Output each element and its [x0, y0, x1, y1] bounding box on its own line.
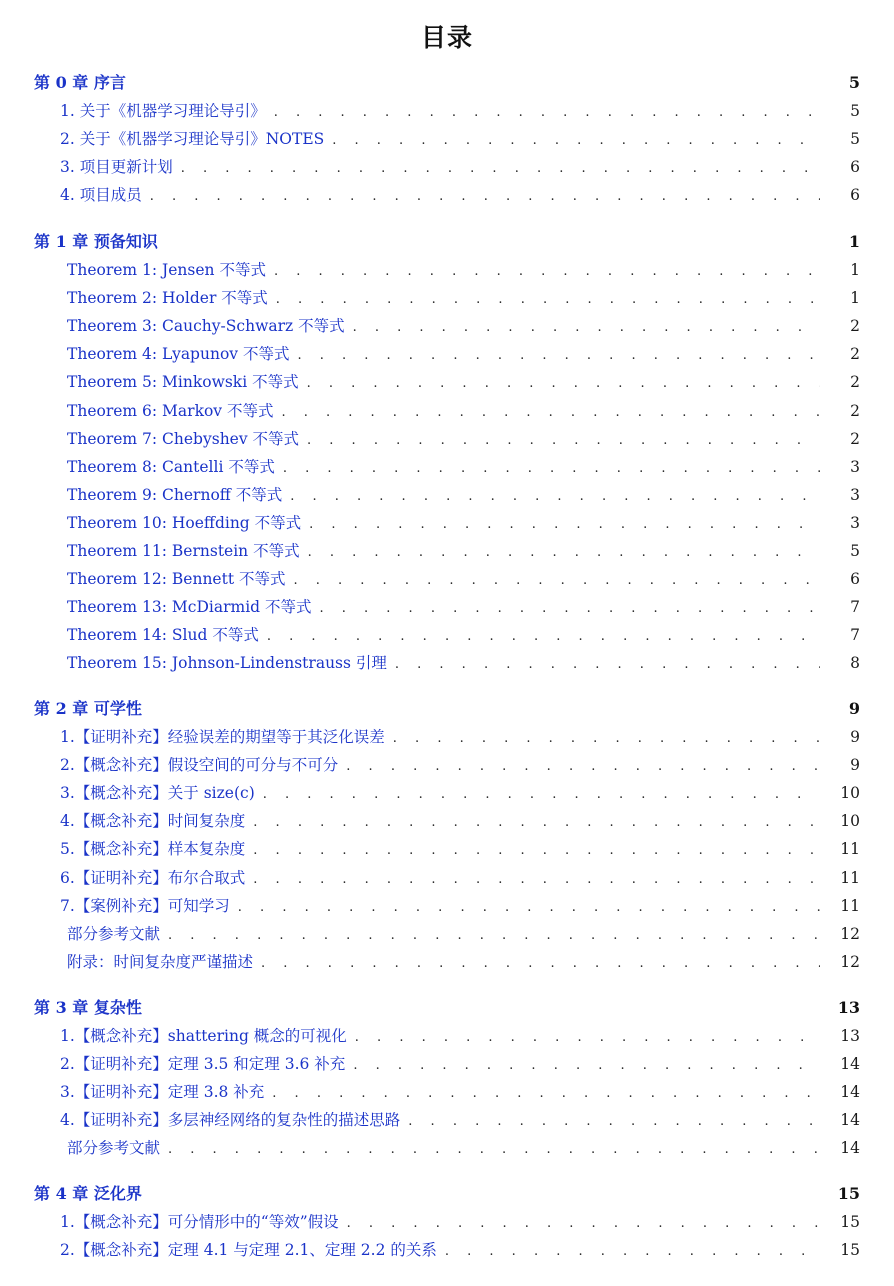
- entry-title: 3. 项目更新计划: [60, 158, 173, 177]
- toc-chapter[interactable]: [34, 1181, 860, 1207]
- entry-page-number: 15: [840, 1241, 860, 1260]
- entry-page-number: 11: [840, 896, 860, 915]
- toc-entry[interactable]: [67, 566, 860, 592]
- dot-leader: [332, 128, 820, 154]
- entry-title: 4.【概念补充】时间复杂度: [60, 812, 246, 831]
- entry-page-number: 11: [840, 868, 860, 887]
- entry-title: Theorem 1: Jensen 不等式: [67, 261, 266, 279]
- entry-page-number: 5: [850, 130, 860, 149]
- entry-page-number: 14: [840, 1139, 860, 1158]
- toc-entry[interactable]: [67, 650, 860, 676]
- chapter-page-number: 1: [848, 232, 860, 251]
- entry-title: 5.【概念补充】样本复杂度: [60, 840, 246, 859]
- toc-entry[interactable]: [60, 724, 860, 750]
- entry-page-number: 9: [850, 756, 860, 775]
- toc-chapter[interactable]: [34, 229, 860, 255]
- dot-leader: [263, 782, 820, 808]
- chapter-page-number: 9: [848, 699, 860, 718]
- entry-page-number: 6: [850, 570, 860, 589]
- toc-entry[interactable]: [67, 622, 860, 648]
- toc-entry[interactable]: [60, 1051, 860, 1077]
- toc-entry[interactable]: [60, 98, 860, 124]
- chapter-title: 第 2 章 可学性: [34, 699, 142, 718]
- entry-page-number: 8: [850, 654, 860, 673]
- entry-title: 1.【概念补充】可分情形中的“等效”假设: [60, 1213, 339, 1231]
- entry-page-number: 1: [850, 289, 860, 308]
- toc-entry[interactable]: [60, 1023, 860, 1049]
- entry-page-number: 13: [840, 1027, 860, 1045]
- dot-leader: [309, 512, 820, 538]
- toc-entry[interactable]: [60, 126, 860, 152]
- dot-leader: [408, 1109, 820, 1135]
- toc-chapter[interactable]: [34, 70, 860, 96]
- dot-leader: [353, 315, 820, 341]
- toc-entry[interactable]: [60, 1237, 860, 1263]
- chapter-title: 第 3 章 复杂性: [34, 998, 142, 1017]
- entry-title: 4. 项目成员: [60, 186, 142, 205]
- toc-entry[interactable]: [67, 594, 860, 620]
- toc-entry[interactable]: [67, 313, 860, 339]
- entry-title: 2.【概念补充】定理 4.1 与定理 2.1、定理 2.2 的关系: [60, 1241, 437, 1260]
- entry-title: Theorem 11: Bernstein 不等式: [67, 542, 300, 560]
- toc-entry[interactable]: [60, 182, 860, 208]
- entry-title: Theorem 7: Chebyshev 不等式: [67, 429, 300, 448]
- toc-entry[interactable]: [60, 836, 860, 862]
- toc-entry[interactable]: [67, 341, 860, 367]
- toc-chapter[interactable]: [34, 696, 860, 722]
- entry-title: 2.【证明补充】定理 3.5 和定理 3.6 补充: [60, 1055, 346, 1074]
- chapter-title: 第 1 章 预备知识: [34, 232, 158, 251]
- chapter-title: 第 0 章 序言: [34, 73, 126, 92]
- dot-leader: [253, 838, 820, 864]
- dot-leader: [274, 259, 820, 285]
- toc-entry[interactable]: [67, 482, 860, 508]
- entry-page-number: 12: [840, 924, 860, 943]
- entry-page-number: 7: [850, 598, 860, 617]
- toc-entry[interactable]: [67, 257, 860, 283]
- dot-leader: [261, 951, 820, 977]
- dot-leader: [168, 1137, 820, 1163]
- dot-leader: [283, 456, 820, 482]
- entry-title: 3.【证明补充】定理 3.8 补充: [60, 1083, 265, 1102]
- dot-leader: [308, 540, 820, 566]
- toc-entry[interactable]: [67, 510, 860, 536]
- dot-leader: [307, 371, 820, 397]
- entry-title: 7.【案例补充】可知学习: [60, 896, 230, 915]
- dot-leader: [181, 156, 820, 182]
- entry-title: 1.【证明补充】经验误差的期望等于其泛化误差: [60, 728, 385, 746]
- toc-entry[interactable]: [60, 1107, 860, 1133]
- entry-page-number: 14: [840, 1083, 860, 1102]
- entry-title: Theorem 13: McDiarmid 不等式: [67, 598, 312, 617]
- entry-page-number: 5: [850, 102, 860, 120]
- entry-page-number: 9: [850, 728, 860, 746]
- dot-leader: [445, 1239, 820, 1265]
- entry-page-number: 10: [840, 812, 860, 831]
- dot-leader: [168, 923, 820, 949]
- dot-leader: [276, 287, 820, 313]
- toc-entry[interactable]: [67, 1135, 860, 1161]
- entry-title: 1. 关于《机器学习理论导引》: [60, 102, 266, 120]
- entry-title: 6.【证明补充】布尔合取式: [60, 868, 246, 887]
- entry-title: 附录：时间复杂度严谨描述: [67, 952, 254, 971]
- entry-page-number: 14: [840, 1055, 860, 1074]
- dot-leader: [395, 652, 820, 678]
- entry-page-number: 3: [850, 513, 860, 532]
- entry-title: Theorem 4: Lyapunov 不等式: [67, 345, 290, 364]
- toc-entry[interactable]: [60, 893, 860, 919]
- entry-page-number: 1: [850, 261, 860, 279]
- toc-entry[interactable]: [67, 426, 860, 452]
- dot-leader: [238, 895, 820, 921]
- toc-entry[interactable]: [60, 1079, 860, 1105]
- entry-page-number: 6: [850, 186, 860, 205]
- dot-leader: [272, 1081, 820, 1107]
- entry-title: Theorem 8: Cantelli 不等式: [67, 457, 275, 476]
- toc-entry[interactable]: [60, 752, 860, 778]
- dot-leader: [253, 810, 820, 836]
- entry-title: Theorem 14: Slud 不等式: [67, 626, 259, 645]
- entry-page-number: 3: [850, 485, 860, 504]
- toc-entry[interactable]: [67, 921, 860, 947]
- chapter-page-number: 15: [837, 1184, 860, 1203]
- entry-page-number: 2: [850, 373, 860, 392]
- toc-entry[interactable]: [60, 865, 860, 891]
- dot-leader: [347, 1211, 820, 1237]
- entry-title: 4.【证明补充】多层神经网络的复杂性的描述思路: [60, 1111, 401, 1130]
- toc-entry[interactable]: [60, 1209, 860, 1235]
- entry-page-number: 2: [850, 317, 860, 336]
- toc-entry[interactable]: [67, 454, 860, 480]
- entry-title: 2.【概念补充】假设空间的可分与不可分: [60, 756, 339, 775]
- entry-page-number: 14: [840, 1111, 860, 1130]
- entry-page-number: 5: [850, 542, 860, 560]
- entry-title: Theorem 15: Johnson-Lindenstrauss 引理: [67, 654, 387, 673]
- entry-title: 1.【概念补充】shattering 概念的可视化: [60, 1027, 347, 1045]
- entry-title: Theorem 5: Minkowski 不等式: [67, 373, 299, 392]
- entry-title: Theorem 3: Cauchy-Schwarz 不等式: [67, 317, 345, 336]
- chapter-title: 第 4 章 泛化界: [34, 1184, 142, 1203]
- entry-page-number: 10: [840, 784, 860, 803]
- dot-leader: [294, 568, 821, 594]
- entry-page-number: 12: [840, 952, 860, 971]
- entry-page-number: 7: [850, 626, 860, 645]
- chapter-page-number: 5: [848, 73, 860, 92]
- entry-title: 3.【概念补充】关于 size(c): [60, 784, 255, 803]
- dot-leader: [307, 428, 820, 454]
- toc-entry[interactable]: [60, 780, 860, 806]
- toc-entry[interactable]: [67, 369, 860, 395]
- toc-entry[interactable]: [67, 538, 860, 564]
- entry-page-number: 6: [850, 158, 860, 177]
- toc-entry[interactable]: [67, 949, 860, 975]
- dot-leader: [267, 624, 820, 650]
- entry-page-number: 2: [850, 401, 860, 420]
- toc-chapter[interactable]: [34, 995, 860, 1021]
- entry-title: 部分参考文献: [67, 924, 161, 943]
- dot-leader: [346, 754, 820, 780]
- entry-page-number: 2: [850, 345, 860, 364]
- entry-title: Theorem 2: Holder 不等式: [67, 289, 268, 308]
- dot-leader: [297, 343, 820, 369]
- chapter-page-number: 13: [837, 998, 860, 1017]
- toc-entry[interactable]: [67, 398, 860, 424]
- dot-leader: [320, 596, 821, 622]
- dot-leader: [290, 484, 820, 510]
- entry-title: Theorem 6: Markov 不等式: [67, 401, 274, 420]
- entry-page-number: 15: [840, 1213, 860, 1231]
- entry-page-number: 3: [850, 457, 860, 476]
- toc-entry[interactable]: [60, 808, 860, 834]
- entry-title: Theorem 10: Hoeffding 不等式: [67, 513, 302, 532]
- dot-leader: [274, 100, 820, 126]
- toc-entry[interactable]: [60, 154, 860, 180]
- dot-leader: [393, 726, 820, 752]
- entry-title: Theorem 12: Bennett 不等式: [67, 570, 286, 589]
- page-title: 目录: [420, 23, 473, 52]
- dot-leader: [355, 1025, 820, 1051]
- toc-entry[interactable]: [67, 285, 860, 311]
- dot-leader: [281, 400, 820, 426]
- entry-page-number: 2: [850, 429, 860, 448]
- dot-leader: [150, 184, 820, 210]
- entry-page-number: 11: [840, 840, 860, 859]
- dot-leader: [353, 1053, 820, 1079]
- entry-title: 部分参考文献: [67, 1139, 161, 1158]
- entry-title: Theorem 9: Chernoff 不等式: [67, 485, 283, 504]
- entry-title: 2. 关于《机器学习理论导引》NOTES: [60, 130, 325, 149]
- dot-leader: [253, 867, 820, 893]
